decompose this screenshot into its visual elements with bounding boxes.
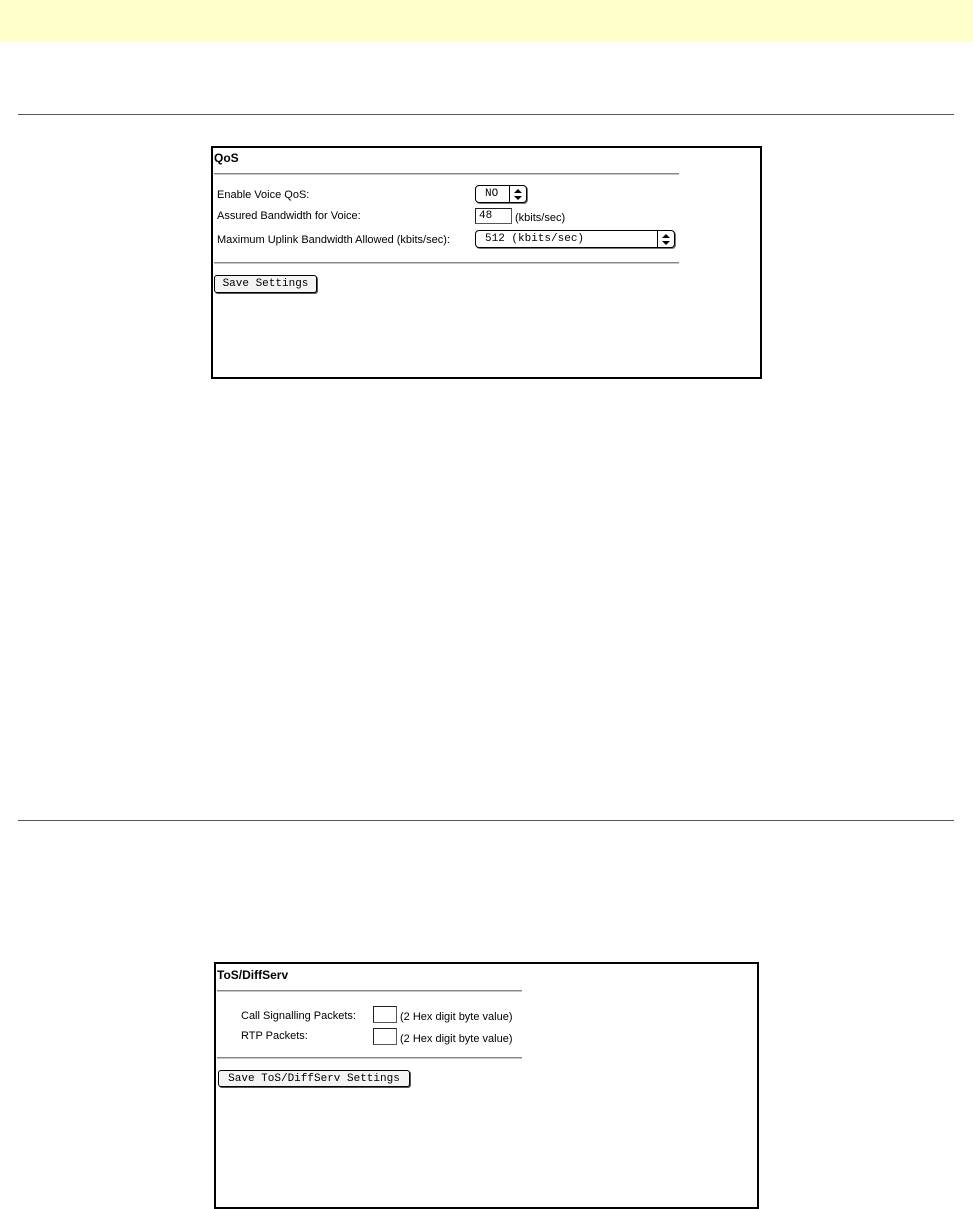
qos-separator-bottom <box>214 262 679 264</box>
call-signalling-label: Call Signalling Packets: <box>241 1010 356 1022</box>
assured-bandwidth-input[interactable]: 48 <box>475 208 512 224</box>
header-band <box>0 0 973 42</box>
qos-panel <box>211 146 762 379</box>
enable-voice-qos-label: Enable Voice QoS: <box>217 189 310 201</box>
assured-bandwidth-label: Assured Bandwidth for Voice: <box>217 210 361 222</box>
enable-voice-qos-select[interactable] <box>475 185 527 203</box>
select-updown-icon <box>657 231 674 247</box>
qos-separator-top <box>214 173 679 175</box>
section-divider-middle <box>18 820 954 821</box>
save-tos-diffserv-button[interactable]: Save ToS/DiffServ Settings <box>218 1070 410 1087</box>
call-signalling-input[interactable] <box>373 1006 397 1023</box>
rtp-packets-hint: (2 Hex digit byte value) <box>400 1033 513 1045</box>
enable-voice-qos-value: NO <box>485 188 499 200</box>
max-uplink-bandwidth-select[interactable] <box>475 230 675 248</box>
max-uplink-bandwidth-value: 512 (kbits/sec) <box>485 233 585 245</box>
rtp-packets-label: RTP Packets: <box>241 1030 308 1042</box>
save-settings-button[interactable]: Save Settings <box>214 275 317 293</box>
tos-diffserv-title: ToS/DiffServ <box>217 968 289 982</box>
tos-separator-top <box>217 990 522 992</box>
tos-diffserv-panel <box>214 962 759 1209</box>
assured-bandwidth-unit: (kbits/sec) <box>515 212 566 224</box>
rtp-packets-input[interactable] <box>373 1028 397 1045</box>
tos-separator-bottom <box>217 1057 522 1059</box>
section-divider-top <box>18 114 954 115</box>
qos-title: QoS <box>214 151 239 165</box>
select-updown-icon <box>509 186 526 202</box>
max-uplink-bandwidth-label: Maximum Uplink Bandwidth Allowed (kbits/sec): <box>217 234 450 246</box>
call-signalling-hint: (2 Hex digit byte value) <box>400 1011 513 1023</box>
